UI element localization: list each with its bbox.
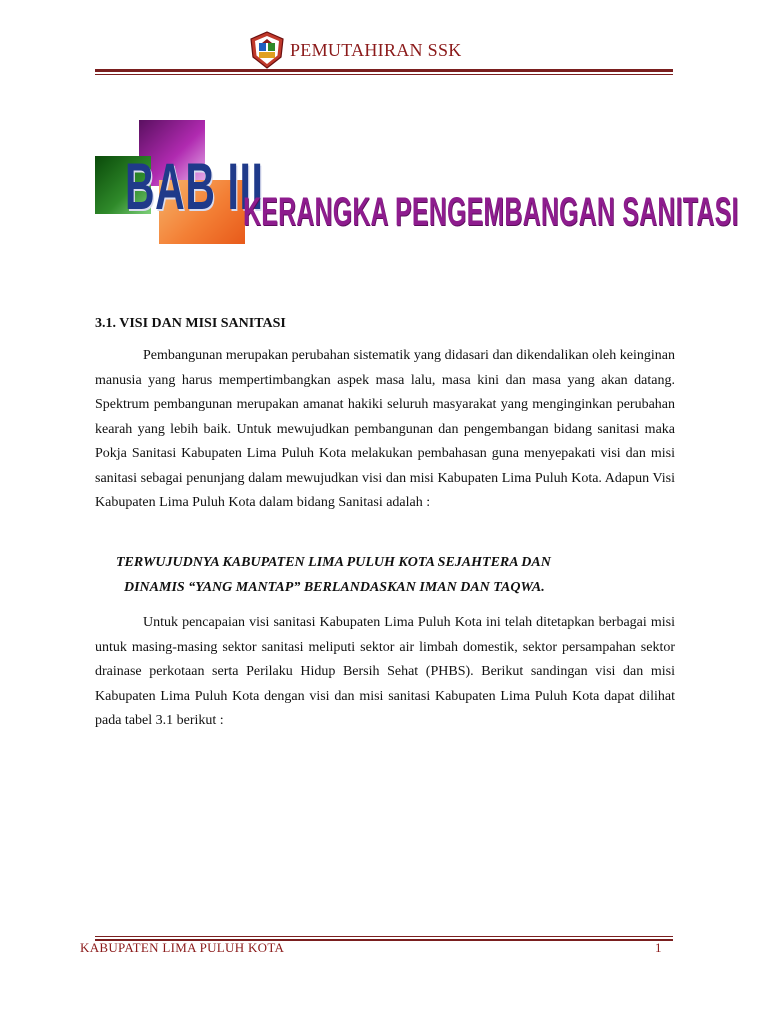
regency-emblem-icon xyxy=(250,31,284,69)
section-heading: 3.1. VISI DAN MISI SANITASI xyxy=(95,316,286,331)
body-paragraph: Untuk pencapaian visi sanitasi Kabupaten Lima Puluh Kota ini telah ditetapkan berbagai misi untuk masing-masing sektor sanitasi meliputi sektor air limbah domestik, sektor persampahan sektor drainase perkotaan serta Perilaku Hidup Bersih Sehat (PHBS). Berikut sandingan visi dan misi Kabupaten Lima Puluh Kota dengan visi dan misi sanitasi Kabupaten Lima Puluh Kota dapat dilihat pada tabel 3.1 berikut : xyxy=(95,615,675,728)
page-number: 1 xyxy=(655,940,662,955)
header-title: PEMUTAHIRAN SSK xyxy=(290,39,462,60)
chapter-title: KERANGKA PENGEMBANGAN SANITASI xyxy=(243,190,739,234)
footer-divider-thin xyxy=(95,936,673,937)
header-divider xyxy=(95,69,673,72)
vision-statement-line: TERWUJUDNYA KABUPATEN LIMA PULUH KOTA SEJAHTERA DAN xyxy=(116,555,551,570)
vision-statement-line: DINAMIS “YANG MANTAP” BERLANDASKAN IMAN DAN TAQWA. xyxy=(124,580,545,595)
chapter-number: BAB III xyxy=(125,149,264,223)
page-header xyxy=(250,30,462,70)
body-paragraph: Pembangunan merupakan perubahan sistematik yang didasari dan dikendalikan oleh keinginan manusia yang harus mempertimbangkan aspek masa lalu, masa kini dan masa yang akan datang. Spektrum pembangunan merupakan amanat hakiki seluruh masyarakat yang menginginkan perubahan kearah yang lebih baik. Untuk mewujudkan pembangunan dan pengembangan bidang sanitasi maka Pokja Sanitasi Kabupaten Lima Puluh Kota melakukan pembahasan guna menyepakati visi dan misi sanitasi sebagai penunjang dalam mewujudkan visi dan misi Kabupaten Lima Puluh Kota. Adapun Visi Kabupaten Lima Puluh Kota dalam bidang Sanitasi adalah : xyxy=(95,348,675,510)
header-divider-thin xyxy=(95,74,673,75)
footer-regency-name: KABUPATEN LIMA PULUH KOTA xyxy=(80,940,285,955)
chapter-banner xyxy=(95,120,739,250)
